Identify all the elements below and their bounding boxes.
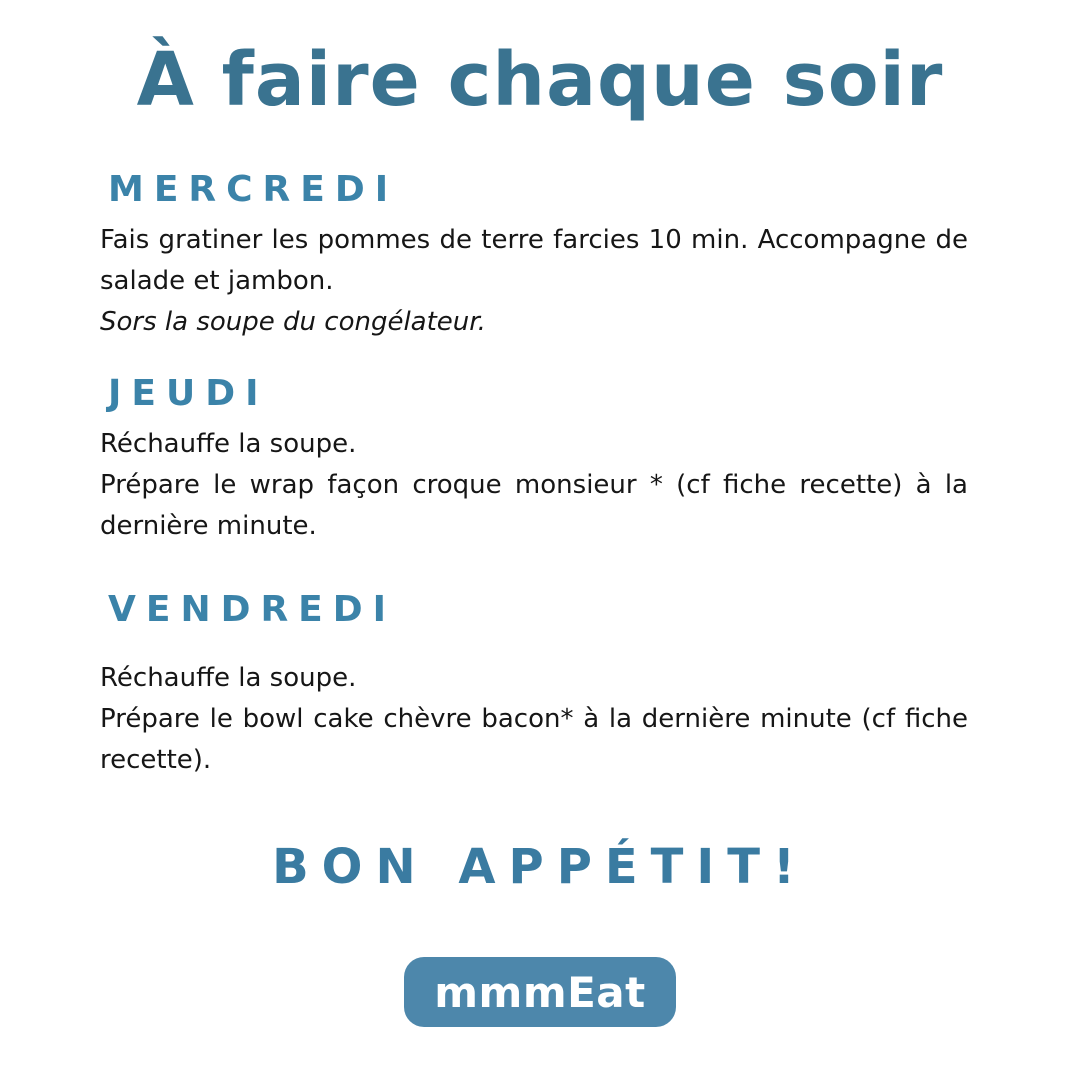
day-heading-vendredi: VENDREDI: [108, 589, 397, 631]
day-heading-mercredi: MERCREDI: [108, 169, 399, 211]
section-jeudi: [100, 373, 968, 547]
brand-logo-text: mmmEat: [434, 967, 646, 1017]
brand-logo-badge: [404, 957, 676, 1027]
section-vendredi: [100, 589, 968, 781]
instruction-jeudi-soup: Réchauffe la soupe.: [100, 429, 357, 460]
page-title: À faire chaque soir: [136, 37, 944, 123]
instruction-vendredi-main: Prépare le bowl cake chèvre bacon* à la dernière minute (cf fiche recette).: [100, 704, 968, 776]
instruction-mercredi-prep: Sors la soupe du congélateur.: [100, 307, 486, 338]
instruction-mercredi-main: Fais gratiner les pommes de terre farcies 10 min. Accompagne de salade et jambon.: [100, 225, 968, 297]
section-mercredi: [100, 169, 968, 343]
instruction-vendredi-soup: Réchauffe la soupe.: [100, 663, 357, 694]
instruction-jeudi-main: Prépare le wrap façon croque monsieur * (cf fiche recette) à la dernière minute.: [100, 470, 968, 542]
closing-message: BON APPÉTIT!: [272, 839, 808, 896]
day-heading-jeudi: JEUDI: [108, 373, 269, 415]
